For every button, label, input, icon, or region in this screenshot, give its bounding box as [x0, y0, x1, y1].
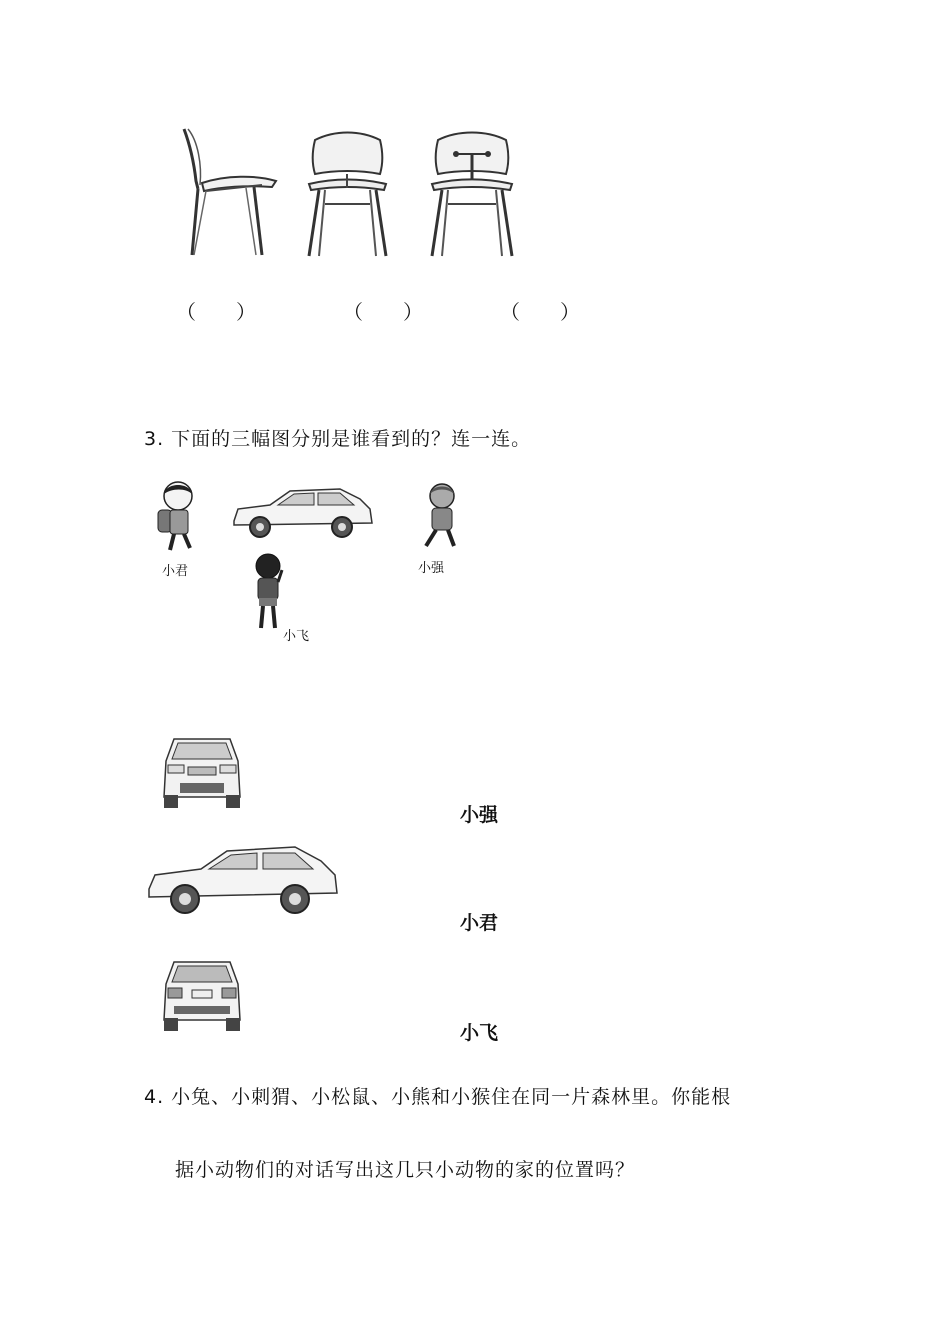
kid-xiaofei-illustration: [248, 552, 288, 632]
car-front-view[interactable]: [160, 735, 244, 810]
car-back-view[interactable]: [160, 958, 244, 1033]
chair-back-view: [428, 130, 516, 260]
answer-blank-1[interactable]: （ ）: [176, 300, 256, 324]
chair-front-view: [305, 130, 390, 260]
question-4-line-1: 4. 小兔、小刺猬、小松鼠、小熊和小猴住在同一片森林里。你能根: [144, 1086, 732, 1108]
car-side-view[interactable]: [145, 843, 340, 918]
kid-xiaojun-illustration: [152, 480, 202, 552]
label-xiaojun: 小君: [162, 564, 189, 579]
answer-blank-2[interactable]: （ ）: [343, 300, 423, 324]
kid-xiaoqiang-illustration: [418, 482, 466, 550]
option-xiaoqiang[interactable]: 小强: [460, 804, 499, 826]
answer-blank-3[interactable]: （ ）: [500, 300, 580, 324]
chair-side-view: [176, 125, 281, 260]
question-4-line-2: 据小动物们的对话写出这几只小动物的家的位置吗？: [175, 1159, 636, 1181]
car-scene-illustration: [230, 485, 375, 543]
option-xiaojun[interactable]: 小君: [460, 912, 499, 934]
option-xiaofei[interactable]: 小飞: [460, 1022, 499, 1044]
question-3: 3. 下面的三幅图分别是谁看到的？连一连。: [144, 428, 532, 450]
label-xiaoqiang: 小强: [418, 561, 445, 576]
label-xiaofei: 小飞: [283, 629, 310, 644]
